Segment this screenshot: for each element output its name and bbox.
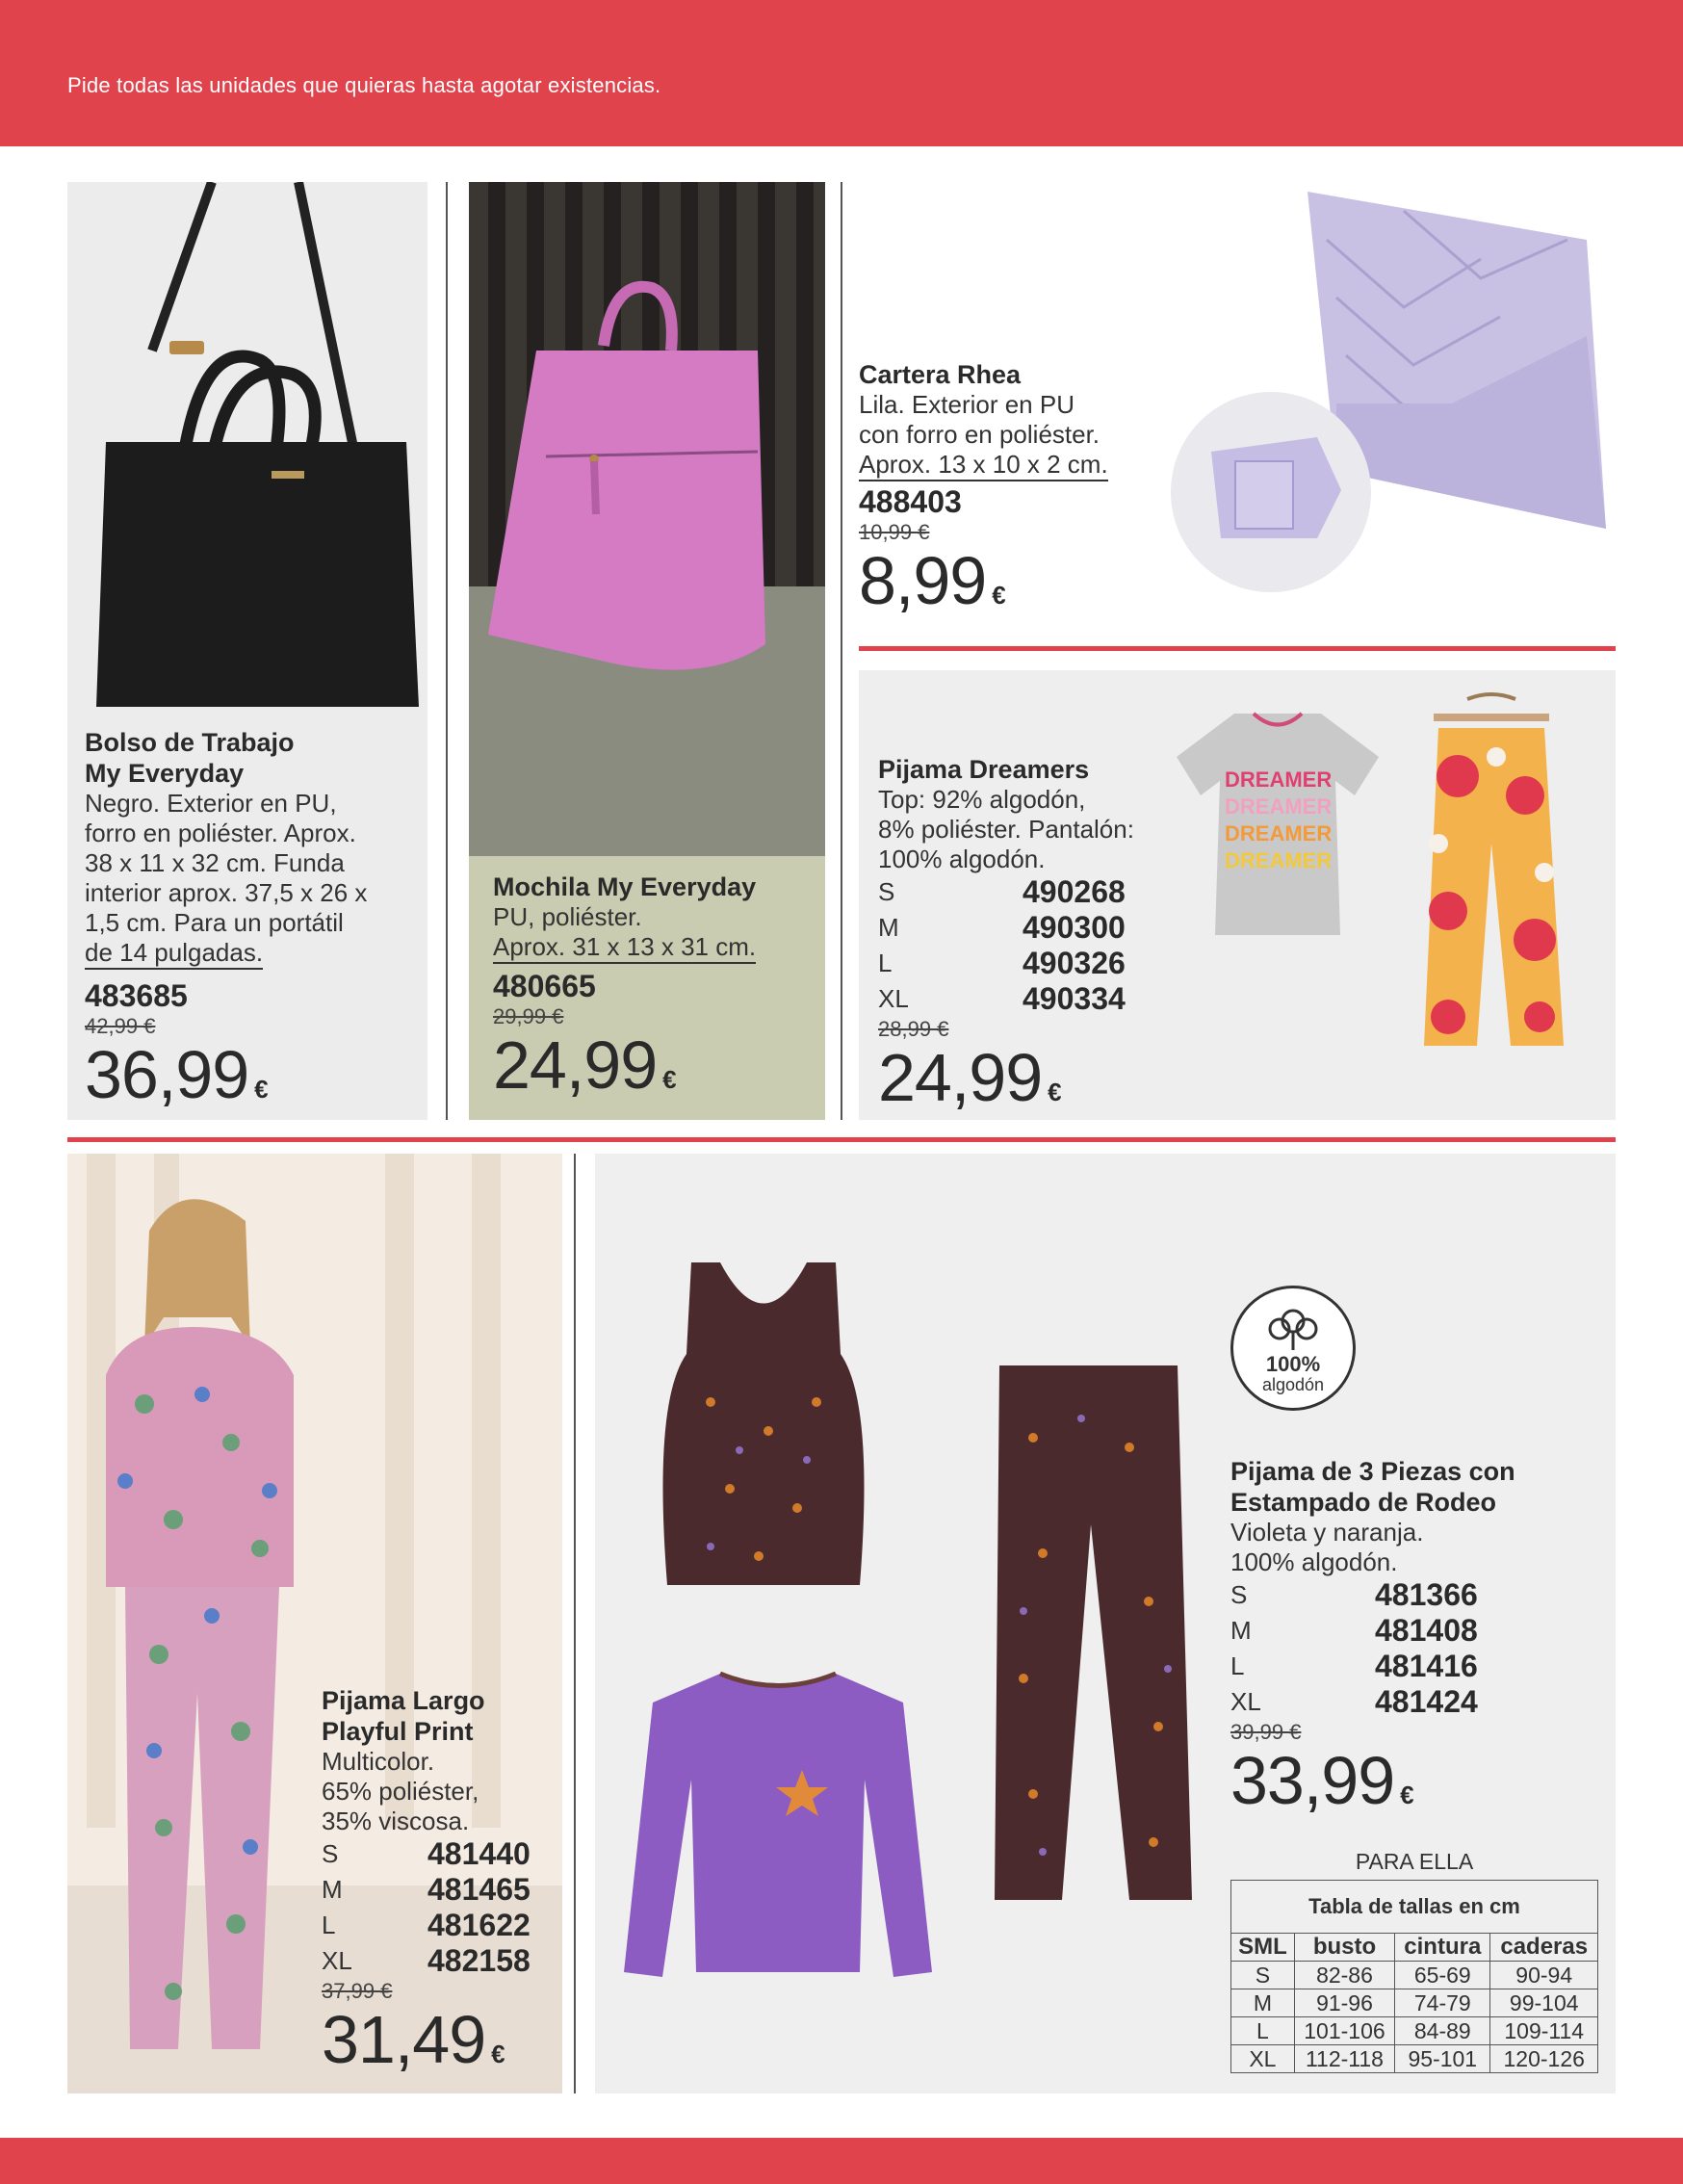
size-chart-heading: PARA ELLA (1355, 1849, 1474, 1874)
table-cell: XL (1231, 2045, 1295, 2073)
mochila-title: Mochila My Everyday (493, 872, 757, 901)
playful-desc-1: Multicolor. (322, 1747, 435, 1776)
size-label: S (1230, 1580, 1248, 1609)
playful-old-price: 37,99 € (322, 1979, 393, 2003)
table-cell: 99-104 (1490, 1989, 1598, 2017)
product-rodeo (595, 1154, 1616, 2093)
mochila-price: 24,99 € (493, 1027, 677, 1103)
dreamers-old-price: 28,99 € (878, 1017, 949, 1041)
divider-red-2 (67, 1137, 1616, 1142)
size-label: XL (878, 984, 909, 1013)
size-label: L (1230, 1651, 1245, 1680)
rodeo-title-2: Estampado de Rodeo (1230, 1488, 1497, 1517)
size-code: 481465 (427, 1872, 531, 1907)
dreamers-desc-1: Top: 92% algodón, (878, 785, 1086, 814)
table-cell: S (1231, 1962, 1295, 1989)
size-chart-col: SML (1231, 1934, 1295, 1962)
size-label: XL (1230, 1687, 1261, 1716)
dreamers-price: 24,99 € (878, 1040, 1062, 1115)
table-cell: 82-86 (1294, 1962, 1394, 1989)
size-code: 490326 (1023, 946, 1126, 980)
cartera-desc-1: Lila. Exterior en PU (859, 390, 1075, 419)
product-bolso (67, 182, 427, 1120)
badge-percent: 100% (1265, 1352, 1321, 1376)
bolso-title-1: Bolso de Trabajo (85, 728, 295, 757)
size-code: 481440 (427, 1836, 531, 1871)
mochila-image (469, 182, 825, 856)
cotton-badge (1230, 1286, 1356, 1411)
badge-word: algodón (1261, 1375, 1325, 1394)
size-code: 481366 (1375, 1577, 1478, 1612)
table-row (1231, 2045, 1598, 2073)
rodeo-desc-2: 100% algodón. (1230, 1547, 1398, 1576)
tee-text-1: DREAMER (1225, 767, 1333, 792)
bolso-old-price: 42,99 € (85, 1014, 156, 1038)
size-code: 490334 (1023, 981, 1126, 1016)
bolso-desc-1: Negro. Exterior en PU, (85, 789, 337, 818)
size-label: XL (322, 1946, 352, 1975)
dreamers-desc-2: 8% poliéster. Pantalón: (878, 815, 1134, 844)
cartera-image (1163, 182, 1616, 635)
product-playful (67, 1154, 562, 2093)
tee-text-3: DREAMER (1225, 821, 1333, 845)
bolso-price: 36,99 € (85, 1037, 269, 1112)
table-cell: 109-114 (1490, 2017, 1598, 2045)
size-label: S (878, 877, 895, 906)
table-row (1231, 1962, 1598, 1989)
divider-2 (841, 182, 842, 1120)
size-label: S (322, 1839, 339, 1868)
dreamers-size-list (878, 874, 1167, 1017)
product-mochila (469, 182, 825, 1120)
size-code: 481408 (1375, 1613, 1478, 1648)
size-label: M (878, 913, 899, 942)
cotton-icon (1264, 1304, 1322, 1352)
playful-title-2: Playful Print (322, 1717, 474, 1746)
divider-3 (574, 1154, 576, 2093)
mochila-desc-1: PU, poliéster. (493, 902, 642, 931)
size-code: 481416 (1375, 1649, 1478, 1683)
product-dreamers (859, 670, 1616, 1120)
size-chart-col: cintura (1395, 1934, 1490, 1962)
table-cell: 90-94 (1490, 1962, 1598, 1989)
playful-desc-3: 35% viscosa. (322, 1807, 470, 1835)
cartera-title: Cartera Rhea (859, 360, 1022, 389)
table-cell: 120-126 (1490, 2045, 1598, 2073)
dreamers-pants-image (1410, 689, 1573, 1055)
size-chart-table (1230, 1880, 1598, 2073)
cartera-desc-2: con forro en poliéster. (859, 420, 1100, 449)
cartera-price: 8,99 € (859, 543, 1006, 618)
size-chart-col: busto (1294, 1934, 1394, 1962)
size-chart-col: caderas (1490, 1934, 1598, 1962)
rodeo-longsleeve-image (614, 1664, 942, 1991)
divider-1 (446, 182, 448, 1120)
size-label: L (322, 1911, 336, 1939)
divider-red-1 (859, 646, 1616, 651)
table-row (1231, 1989, 1598, 2017)
mochila-ref: 480665 (493, 969, 596, 1003)
rodeo-old-price: 39,99 € (1230, 1720, 1302, 1744)
cartera-ref: 488403 (859, 484, 962, 519)
table-cell: 74-79 (1395, 1989, 1490, 2017)
table-cell: M (1231, 1989, 1295, 2017)
table-cell: L (1231, 2017, 1295, 2045)
table-cell: 112-118 (1294, 2045, 1394, 2073)
cartera-desc-3: Aprox. 13 x 10 x 2 cm. (859, 450, 1108, 481)
rodeo-desc-1: Violeta y naranja. (1230, 1518, 1424, 1547)
bottom-banner (0, 2138, 1683, 2184)
table-cell: 91-96 (1294, 1989, 1394, 2017)
rodeo-price: 33,99 € (1230, 1743, 1414, 1818)
tee-text-2: DREAMER (1225, 794, 1333, 819)
mochila-old-price: 29,99 € (493, 1004, 564, 1028)
bolso-desc-2: forro en poliéster. Aprox. (85, 819, 356, 847)
top-banner (0, 0, 1683, 146)
size-code: 490300 (1023, 910, 1126, 945)
playful-price: 31,49 € (322, 2002, 505, 2077)
table-cell: 84-89 (1395, 2017, 1490, 2045)
table-cell: 95-101 (1395, 2045, 1490, 2073)
bolso-image (67, 182, 427, 721)
rodeo-title-1: Pijama de 3 Piezas con (1230, 1457, 1515, 1486)
size-code: 481424 (1375, 1684, 1478, 1719)
product-cartera (859, 182, 1616, 648)
table-row (1231, 2017, 1598, 2045)
dreamers-desc-3: 100% algodón. (878, 845, 1046, 873)
rodeo-pants-image (985, 1361, 1197, 1910)
bolso-desc-6: de 14 pulgadas. (85, 938, 263, 970)
size-code: 490268 (1023, 874, 1126, 909)
rodeo-tank-image (653, 1258, 874, 1585)
dreamers-tee-image (1177, 709, 1379, 940)
playful-title-1: Pijama Largo (322, 1686, 485, 1715)
rodeo-size-list (1230, 1577, 1606, 1720)
bolso-ref: 483685 (85, 978, 188, 1013)
size-label: M (322, 1875, 343, 1904)
bolso-desc-5: 1,5 cm. Para un portátil (85, 908, 344, 937)
playful-desc-2: 65% poliéster, (322, 1777, 479, 1806)
bolso-desc-3: 38 x 11 x 32 cm. Funda (85, 848, 345, 877)
size-label: M (1230, 1616, 1252, 1645)
size-chart-caption: Tabla de tallas en cm (1231, 1881, 1598, 1934)
mochila-desc-2: Aprox. 31 x 13 x 31 cm. (493, 932, 756, 964)
dreamers-title: Pijama Dreamers (878, 755, 1090, 784)
banner-message: Pide todas las unidades que quieras hasta agotar existencias. (67, 73, 661, 97)
tee-text-4: DREAMER (1225, 848, 1333, 872)
bolso-title-2: My Everyday (85, 759, 245, 788)
size-label: L (878, 949, 893, 977)
playful-size-list (322, 1836, 553, 1979)
table-cell: 65-69 (1395, 1962, 1490, 1989)
size-code: 481622 (427, 1908, 531, 1942)
size-code: 482158 (427, 1943, 531, 1978)
bolso-desc-4: interior aprox. 37,5 x 26 x (85, 878, 368, 907)
table-cell: 101-106 (1294, 2017, 1394, 2045)
cartera-old-price: 10,99 € (859, 520, 930, 544)
